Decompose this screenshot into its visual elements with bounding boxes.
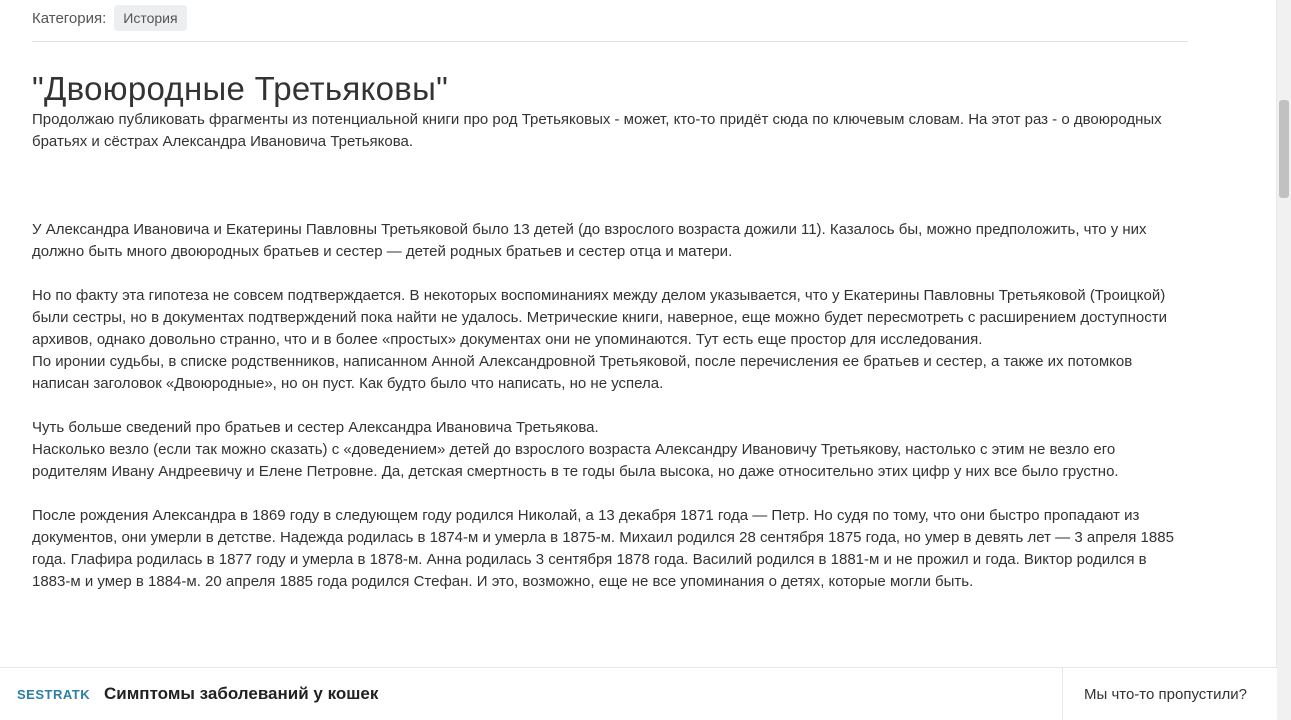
scrollbar-thumb[interactable] [1279,100,1289,198]
paragraph: После рождения Александра в 1869 году в следующем году родился Николай, а 13 декабря 1871 года — Петр. Но судя по тому, что они быстро пропадают из документов, они умерли в детстве. Надежда родилась в 1874-м и умерла в 1875-м. Михаил родился 28 сентября 1875 года, но умер в девять лет — 3 апреля 1885 года. Глафира родилась в 1877 году и умерла в 1878-м. Анна родилась 3 сентября 1878 года. Василий родился в 1881-м и не прожил и года. Виктор родился в 1883-м и умер в 1884-м. 20 апреля 1885 года родился Стефан. И это, возможно, еще не все упоминания о детях, которые могли быть. [32,507,1174,590]
article-body [32,219,1188,593]
category-label: Категория: [32,9,107,27]
paragraph: У Александра Ивановича и Екатерины Павловны Третьяковой было 13 детей (до взрослого возраста дожили 11). Казалось бы, можно предположить, что у них должно быть много двоюродных братьев и сестер — детей родных братьев и сестер отца и матери. [32,221,1147,260]
paragraph: По иронии судьбы, в списке родственников, написанном Анной Александровной Третьяковой, после перечисления ее братьев и сестер, а также их потомков написан заголовок «Двоюродные», но он пуст. Как будто было что написать, но не успела. [32,353,1133,392]
article-intro: Продолжаю публиковать фрагменты из потенциальной книги про род Третьяковых - может, кто-то придёт сюда по ключевым словам. На этот раз - о двоюродных братьях и сёстрах Александра Ивановича Третьякова. [32,111,1162,150]
page-scrollbar[interactable] [1276,0,1291,720]
divider [32,41,1188,42]
paragraph: Насколько везло (если так можно сказать) с «доведением» детей до взрослого возраста Александру Ивановичу Третьякову, настолько с этим не везло его родителям Ивану Андреевичу и Елене Петровне. Да, детская смертность в те годы была высока, но даже относительно этих цифр у них все было грустно. [32,441,1119,480]
brand-label[interactable]: SESTRATK [17,686,91,702]
recommendation-bar [0,667,1277,720]
category-chip[interactable]: История [114,5,186,31]
category-row [32,0,1188,41]
article-title: "Двоюродные Третьяковы" [32,70,449,107]
article-content [32,0,1188,593]
paragraph: Чуть больше сведений про братьев и сестер Александра Ивановича Третьякова. [32,419,599,436]
missed-something-button[interactable]: Мы что-то пропустили? [1084,685,1247,703]
paragraph: Но по факту эта гипотеза не совсем подтверждается. В некоторых воспоминаниях между делом указывается, что у Екатерины Павловны Третьяковой (Троицкой) были сестры, но в документах подтверждений пока найти не удалось. Метрические книги, наверное, еще можно будет пересмотреть с расширением доступности архивов, однако довольно странно, что и в более «простых» документах они не упоминаются. Тут есть еще простор для исследования. [32,287,1167,348]
promo-link[interactable]: Симптомы заболеваний у кошек [104,684,379,703]
